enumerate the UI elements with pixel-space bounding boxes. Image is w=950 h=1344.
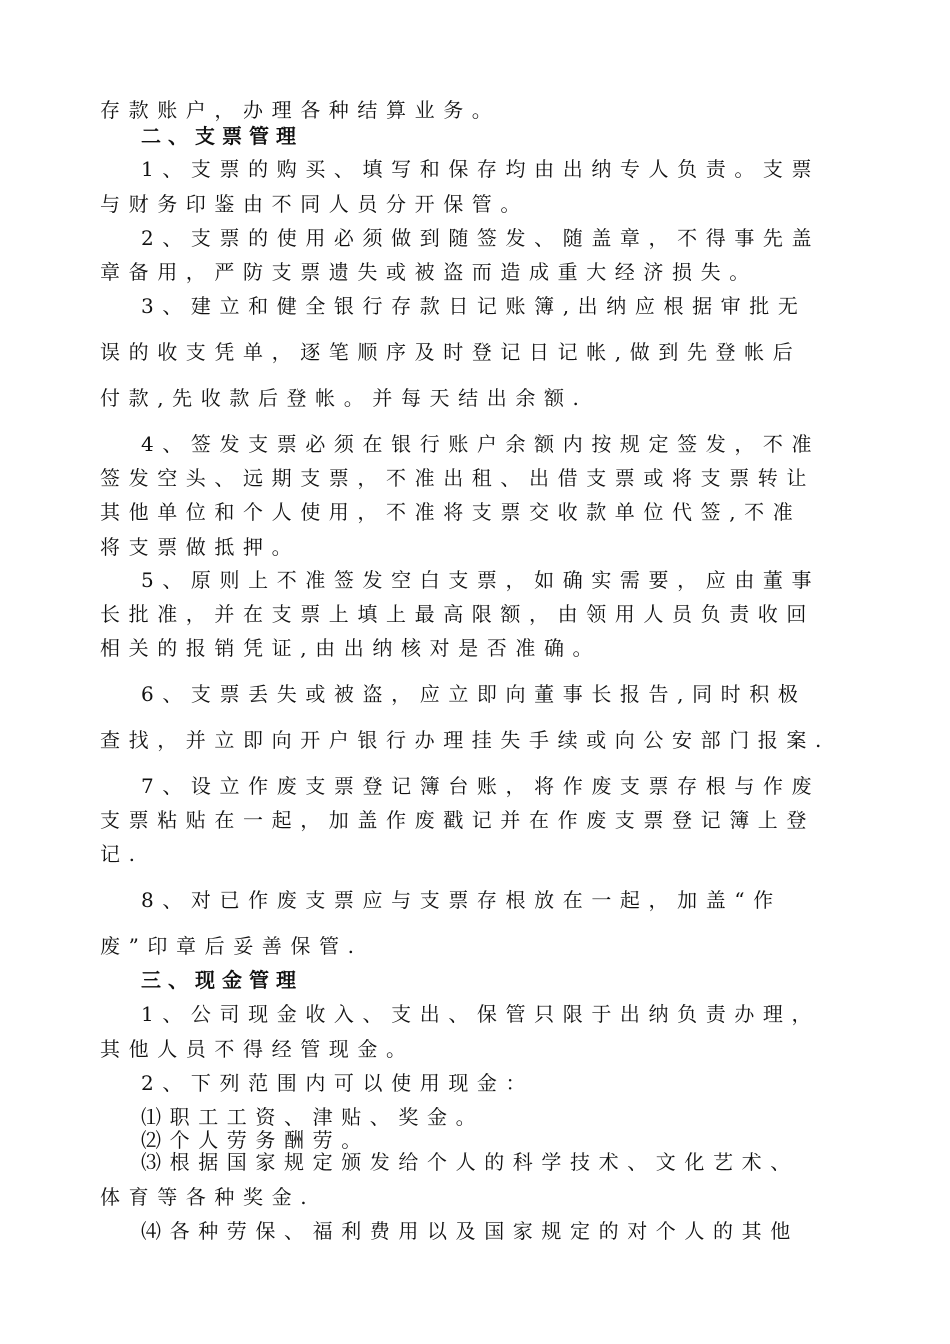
text-line: 记. bbox=[100, 842, 144, 866]
paragraph-line: 4、签发支票必须在银行账户余额内按规定签发，不准 bbox=[141, 432, 821, 456]
list-item: ⑷各种劳保、福利费用以及国家规定的对个人的其他 bbox=[141, 1219, 799, 1243]
text-line: 支票粘贴在一起，加盖作废戳记并在作废支票登记簿上登 bbox=[100, 808, 815, 832]
paragraph-line: 1、公司现金收入、支出、保管只限于出纳负责办理， bbox=[141, 1002, 821, 1026]
text-line: 相关的报销凭证,由出纳核对是否准确。 bbox=[100, 636, 602, 660]
paragraph-line: 3、建立和健全银行存款日记账簿,出纳应根据审批无 bbox=[141, 294, 807, 318]
text-line: 将支票做抵押。 bbox=[100, 535, 301, 559]
section-heading: 三、现金管理 bbox=[141, 968, 303, 992]
section-heading: 二、支票管理 bbox=[141, 124, 303, 148]
text-line: 长批准，并在支票上填上最高限额，由领用人员负责收回 bbox=[100, 602, 815, 626]
text-line: 查找，并立即向开户银行办理挂失手续或向公安部门报案. bbox=[100, 728, 830, 752]
paragraph-line: 7、设立作废支票登记簿台账，将作废支票存根与作废 bbox=[141, 774, 821, 798]
text-line: 存款账户，办理各种结算业务。 bbox=[100, 98, 501, 122]
text-line: 签发空头、远期支票，不准出租、出借支票或将支票转让 bbox=[100, 466, 815, 490]
text-line: 误的收支凭单，逐笔顺序及时登记日记帐,做到先登帐后 bbox=[100, 340, 802, 364]
paragraph-line: 6、支票丢失或被盗，应立即向董事长报告,同时积极 bbox=[141, 682, 807, 706]
paragraph-line: 2、下列范围内可以使用现金： bbox=[141, 1071, 535, 1095]
list-item: ⑶根据国家规定颁发给个人的科学技术、文化艺术、 bbox=[141, 1150, 799, 1174]
paragraph-line: 2、支票的使用必须做到随签发、随盖章，不得事先盖 bbox=[141, 226, 821, 250]
text-line: 付款,先收款后登帐。并每天结出余额. bbox=[100, 386, 588, 410]
text-line: 与财务印鉴由不同人员分开保管。 bbox=[100, 192, 529, 216]
text-line: 其他人员不得经管现金。 bbox=[100, 1037, 415, 1061]
paragraph-line: 8、对已作废支票应与支票存根放在一起，加盖“作 bbox=[141, 888, 782, 912]
text-line: 废”印章后妥善保管. bbox=[100, 934, 363, 958]
list-item: ⑵个人劳务酬劳。 bbox=[141, 1128, 370, 1152]
paragraph-line: 1、支票的购买、填写和保存均由出纳专人负责。支票 bbox=[141, 157, 821, 181]
paragraph-line: 5、原则上不准签发空白支票，如确实需要，应由董事 bbox=[141, 568, 821, 592]
text-line: 体育等各种奖金. bbox=[100, 1185, 316, 1209]
text-line: 章备用，严防支票遗失或被盗而造成重大经济损失。 bbox=[100, 260, 758, 284]
text-line: 其他单位和个人使用，不准将支票交收款单位代签,不准 bbox=[100, 500, 802, 524]
list-item: ⑴职工工资、津贴、奖金。 bbox=[141, 1105, 485, 1129]
